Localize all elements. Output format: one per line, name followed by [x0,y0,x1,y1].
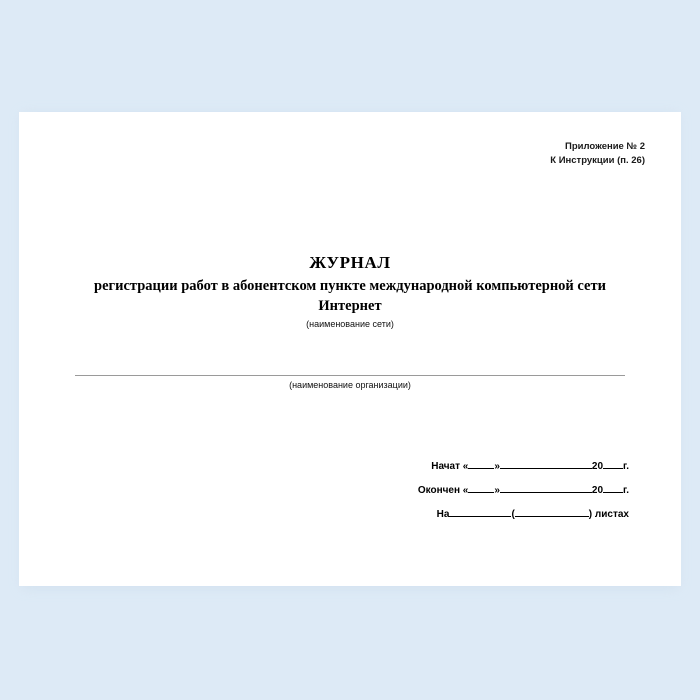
finished-year-prefix: 20 [591,485,604,496]
finished-month-blank [500,492,592,493]
organization-caption: (наименование организации) [289,380,411,390]
sheets-paren-close: ) [588,509,593,520]
sheets-count-blank [449,516,511,517]
finished-day-blank [468,492,494,493]
started-label: Начат « [431,461,469,472]
sheets-words-blank [515,516,589,517]
appendix-note [550,140,645,168]
sheets-suffix: листах [594,509,629,520]
page-subtitle: регистрации работ в абонентском пункте международной компьютерной сети Интернет [94,277,606,314]
finished-year-blank [603,492,623,493]
appendix-line-1: Приложение № 2 [565,141,645,152]
sheets-label: На [436,509,450,520]
started-month-blank [500,468,592,469]
footer-fields [329,462,629,534]
finished-year-suffix: г. [623,485,629,496]
organization-field [75,374,625,390]
finished-label: Окончен « [417,485,469,496]
finished-row [329,486,629,496]
finished-quote-close: » [494,485,500,496]
started-year-prefix: 20 [591,461,604,472]
sheets-paren-open: ( [511,509,515,520]
started-year-suffix: г. [623,461,629,472]
started-year-blank [603,468,623,469]
organization-rule [75,374,625,376]
network-name-caption: (наименование сети) [306,319,394,330]
started-row [329,462,629,472]
started-day-blank [468,468,494,469]
started-quote-close: » [494,461,500,472]
page-title: ЖУРНАЛ [309,253,391,272]
title-block [19,252,681,329]
sheets-row [329,510,629,520]
document-page [19,112,681,586]
appendix-line-2: К Инструкции (п. 26) [550,154,645,166]
